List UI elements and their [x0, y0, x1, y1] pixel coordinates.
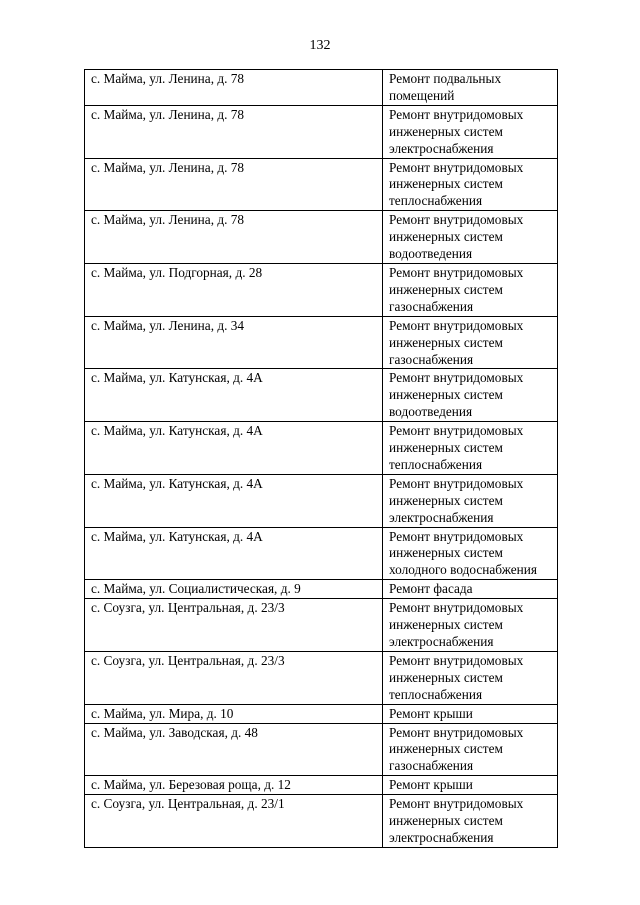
address-cell: с. Майма, ул. Ленина, д. 78	[85, 105, 383, 158]
work-type-line: помещений	[389, 87, 455, 103]
work-type-cell	[383, 527, 558, 580]
table-row	[85, 527, 558, 580]
work-type-cell	[383, 580, 558, 599]
work-type-line: теплоснабжения	[389, 456, 483, 472]
address-cell: с. Соузга, ул. Центральная, д. 23/3	[85, 599, 383, 652]
work-type-line: инженерных систем	[389, 617, 503, 633]
address-cell: с. Майма, ул. Ленина, д. 78	[85, 70, 383, 106]
table-row	[85, 211, 558, 264]
works-table-body	[85, 70, 558, 848]
work-type-cell	[383, 599, 558, 652]
work-type-line: Ремонт внутридомовых	[389, 528, 524, 544]
table-row	[85, 474, 558, 527]
table-row	[85, 795, 558, 848]
page-number: 132	[309, 38, 331, 53]
work-type-line: теплоснабжения	[389, 686, 483, 702]
work-type-cell	[383, 263, 558, 316]
table-row	[85, 263, 558, 316]
work-type-line: электроснабжения	[389, 829, 494, 845]
work-type-cell	[383, 776, 558, 795]
work-type-line: инженерных систем	[389, 440, 503, 456]
address-cell: с. Майма, ул. Социалистическая, д. 9	[85, 580, 383, 599]
address-cell: с. Соузга, ул. Центральная, д. 23/3	[85, 651, 383, 704]
work-type-line: Ремонт крыши	[389, 777, 473, 793]
work-type-line: инженерных систем	[389, 229, 503, 245]
work-type-line: электроснабжения	[389, 140, 494, 156]
address-cell: с. Майма, ул. Ленина, д. 78	[85, 211, 383, 264]
work-type-line: Ремонт внутридомовых	[389, 159, 524, 175]
work-type-cell	[383, 105, 558, 158]
work-type-line: водоотведения	[389, 404, 473, 420]
work-type-line: инженерных систем	[389, 281, 503, 297]
work-type-line: Ремонт внутридомовых	[389, 317, 524, 333]
work-type-line: Ремонт крыши	[389, 705, 473, 721]
work-type-line: инженерных систем	[389, 492, 503, 508]
table-row	[85, 316, 558, 369]
work-type-cell	[383, 369, 558, 422]
address-cell: с. Майма, ул. Катунская, д. 4А	[85, 422, 383, 475]
work-type-line: инженерных систем	[389, 813, 503, 829]
address-cell: с. Майма, ул. Мира, д. 10	[85, 704, 383, 723]
work-type-line: электроснабжения	[389, 634, 494, 649]
table-row	[85, 704, 558, 723]
work-type-line: теплоснабжения	[389, 193, 483, 209]
table-row	[85, 369, 558, 422]
work-type-line: инженерных систем	[389, 545, 503, 561]
work-type-line: Ремонт внутридомовых	[389, 600, 524, 616]
address-cell: с. Майма, ул. Березовая роща, д. 12	[85, 776, 383, 795]
work-type-cell	[383, 704, 558, 723]
work-type-cell	[383, 795, 558, 848]
work-type-line: Ремонт внутридомовых	[389, 264, 524, 280]
works-table	[84, 69, 558, 848]
work-type-line: инженерных систем	[389, 741, 503, 757]
table-row	[85, 651, 558, 704]
table-row	[85, 158, 558, 211]
work-type-line: Ремонт фасада	[389, 581, 473, 597]
table-row	[85, 580, 558, 599]
work-type-cell	[383, 316, 558, 369]
work-type-cell	[383, 70, 558, 106]
address-cell: с. Майма, ул. Катунская, д. 4А	[85, 527, 383, 580]
work-type-line: водоотведения	[389, 246, 473, 262]
work-type-line: Ремонт внутридомовых	[389, 652, 524, 668]
work-type-line: Ремонт внутридомовых	[389, 475, 524, 491]
address-cell: с. Майма, ул. Катунская, д. 4А	[85, 474, 383, 527]
work-type-line: газоснабжения	[389, 351, 474, 367]
work-type-line: инженерных систем	[389, 176, 503, 192]
work-type-cell	[383, 723, 558, 776]
table-row	[85, 70, 558, 106]
work-type-cell	[383, 158, 558, 211]
address-cell: с. Майма, ул. Ленина, д. 34	[85, 316, 383, 369]
work-type-line: Ремонт внутридомовых	[389, 724, 524, 740]
work-type-line: Ремонт внутридомовых	[389, 106, 524, 122]
work-type-cell	[383, 474, 558, 527]
work-type-line: инженерных систем	[389, 669, 503, 685]
table-row	[85, 422, 558, 475]
address-cell: с. Майма, ул. Катунская, д. 4А	[85, 369, 383, 422]
work-type-cell	[383, 422, 558, 475]
table-row	[85, 723, 558, 776]
work-type-line: Ремонт внутридомовых	[389, 423, 524, 439]
table-row	[85, 599, 558, 652]
work-type-line: Ремонт внутридомовых	[389, 212, 524, 228]
work-type-line: Ремонт внутридомовых	[389, 796, 524, 812]
work-type-line: инженерных систем	[389, 387, 503, 403]
work-type-cell	[383, 211, 558, 264]
address-cell: с. Майма, ул. Заводская, д. 48	[85, 723, 383, 776]
work-type-line: газоснабжения	[389, 758, 474, 774]
work-type-line: инженерных систем	[389, 123, 503, 139]
work-type-line: Ремонт подвальных	[389, 71, 502, 86]
address-cell: с. Соузга, ул. Центральная, д. 23/1	[85, 795, 383, 848]
work-type-line: холодного водоснабжения	[389, 562, 537, 578]
table-row	[85, 776, 558, 795]
work-type-line: Ремонт внутридомовых	[389, 370, 524, 386]
work-type-cell	[383, 651, 558, 704]
work-type-line: электроснабжения	[389, 509, 494, 525]
work-type-line: газоснабжения	[389, 298, 474, 314]
table-row	[85, 105, 558, 158]
address-cell: с. Майма, ул. Подгорная, д. 28	[85, 263, 383, 316]
address-cell: с. Майма, ул. Ленина, д. 78	[85, 158, 383, 211]
work-type-line: инженерных систем	[389, 334, 503, 350]
